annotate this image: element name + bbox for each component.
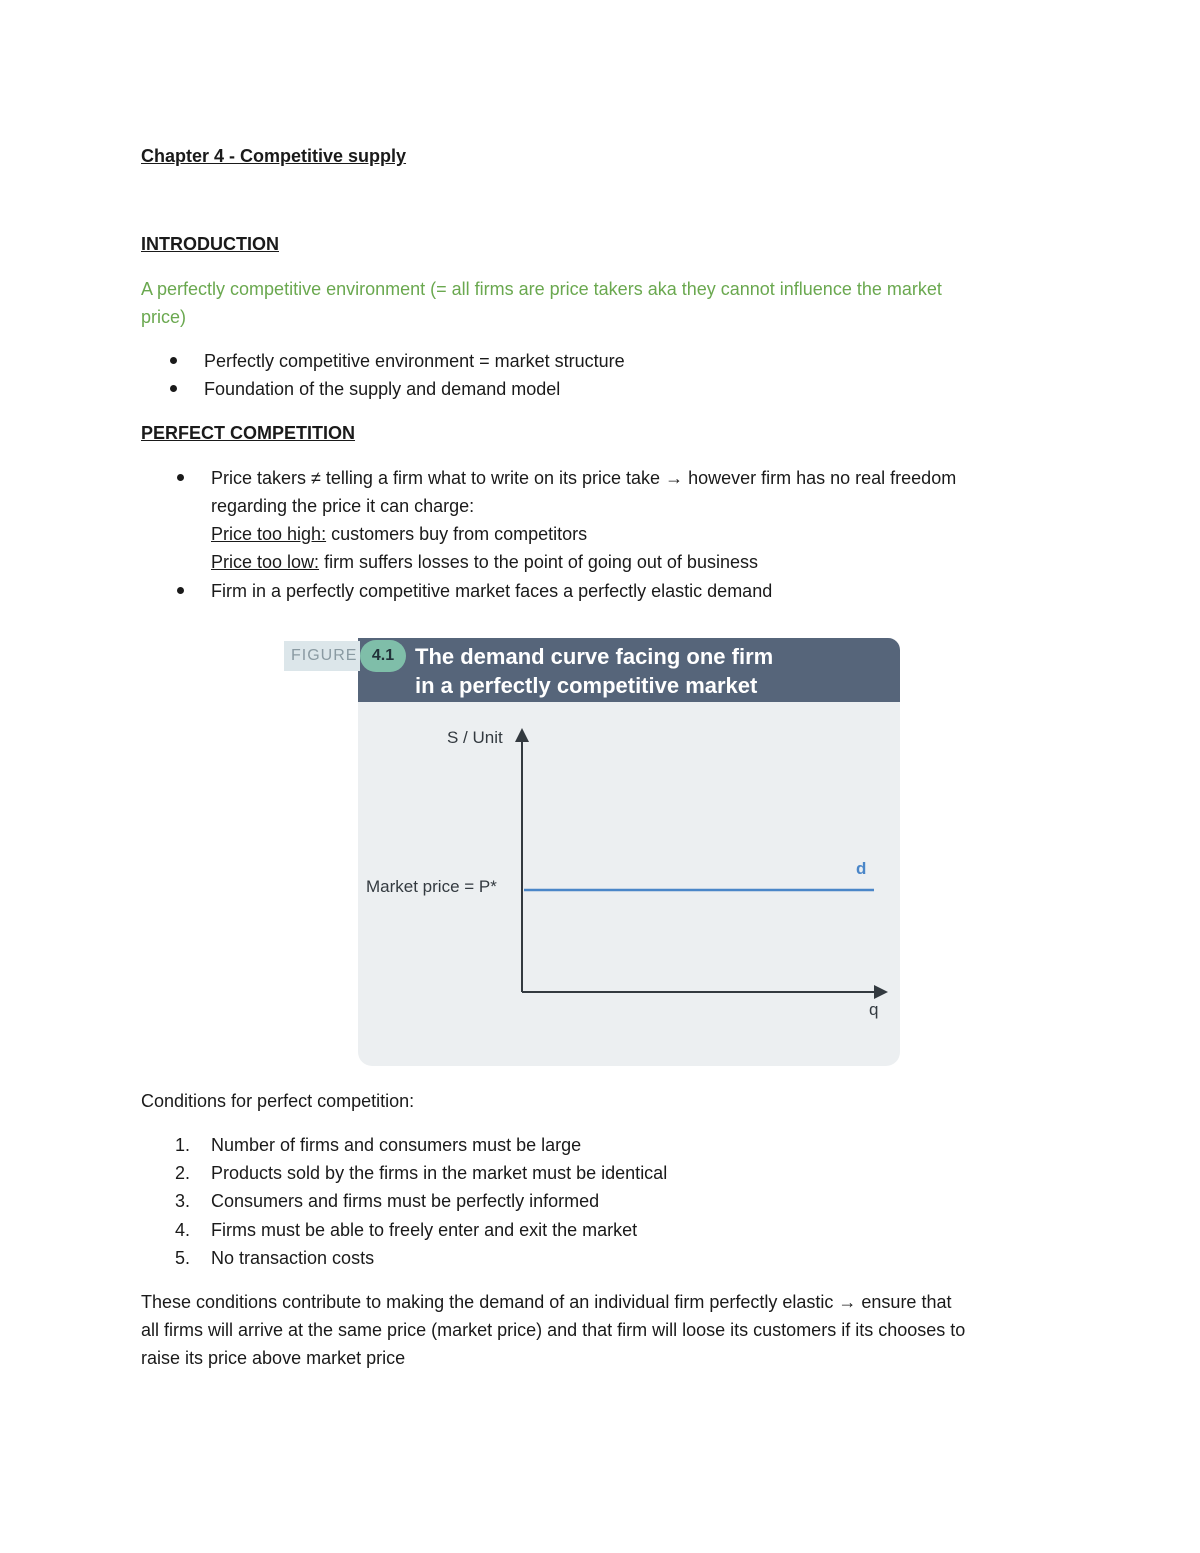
figure-number-badge: 4.1	[360, 640, 406, 672]
bullet-icon	[170, 357, 177, 364]
intro-definition-line1: A perfectly competitive environment (= all firms are price takers aka they cannot influence the market	[141, 279, 942, 299]
list-number: 3.	[175, 1191, 191, 1211]
figure-title	[415, 642, 885, 700]
intro-definition-line2: price)	[141, 307, 187, 327]
price-too-low-label: Price too low:	[211, 552, 320, 572]
list-number: 2.	[175, 1163, 191, 1183]
conclusion-line3: raise its price above market price	[141, 1348, 406, 1368]
price-too-low-text: firm suffers losses to the point of going out of business	[324, 552, 758, 572]
figure-label: FIGURE	[284, 641, 360, 671]
list-item: Firms must be able to freely enter and exit the market	[211, 1220, 638, 1240]
price-too-high-text: customers buy from competitors	[331, 524, 588, 544]
list-item: No transaction costs	[211, 1248, 375, 1268]
y-axis-label: S / Unit	[447, 728, 503, 747]
pc-bullet-1-line1	[211, 464, 956, 492]
list-item: Number of firms and consumers must be large	[211, 1135, 582, 1155]
price-too-high-label: Price too high:	[211, 524, 327, 544]
intro-heading: INTRODUCTION	[141, 234, 279, 254]
list-number: 5.	[175, 1248, 191, 1268]
x-axis-label: q	[869, 1000, 879, 1019]
figure-panel	[358, 702, 900, 1066]
conclusion-line1	[141, 1288, 951, 1316]
conclusion-line1a: These conditions contribute to making the demand of an individual firm perfectly elastic	[141, 1292, 834, 1312]
list-item: Products sold by the firms in the market must be identical	[211, 1163, 668, 1183]
conditions-intro: Conditions for perfect competition:	[141, 1091, 415, 1111]
perfect-competition-heading: PERFECT COMPETITION	[141, 423, 356, 443]
intro-bullet-2: Foundation of the supply and demand model	[204, 379, 561, 399]
list-number: 4.	[175, 1220, 191, 1240]
right-arrow-icon: →	[838, 1292, 857, 1312]
bullet-icon	[177, 474, 184, 481]
figure-title-line1: The demand curve facing one firm	[415, 644, 774, 669]
pc-bullet-1-cont: however firm has no real freedom	[688, 468, 957, 488]
price-too-high-line	[211, 520, 587, 548]
bullet-icon	[170, 385, 177, 392]
price-too-low-line	[211, 548, 758, 576]
x-axis-arrow-icon	[874, 985, 888, 999]
y-axis-arrow-icon	[515, 728, 529, 742]
figure-title-line2: in a perfectly competitive market	[415, 673, 758, 698]
bullet-icon	[177, 587, 184, 594]
intro-bullet-1: Perfectly competitive environment = market structure	[204, 351, 625, 371]
figure-4-1	[284, 638, 900, 1066]
right-arrow-icon: →	[665, 468, 684, 488]
conclusion-line1b: ensure that	[861, 1292, 952, 1312]
curve-label-d: d	[856, 859, 867, 878]
pc-bullet-1-text: Price takers ≠ telling a firm what to write on its price take	[211, 468, 661, 488]
market-price-label: Market price = P*	[366, 877, 497, 896]
pc-bullet-1-line2: regarding the price it can charge:	[211, 496, 475, 516]
list-item: Consumers and firms must be perfectly informed	[211, 1191, 600, 1211]
conclusion-line2: all firms will arrive at the same price (market price) and that firm will loose its customers if its chooses to	[141, 1320, 966, 1340]
chapter-title: Chapter 4 - Competitive supply	[141, 146, 407, 166]
list-number: 1.	[175, 1135, 191, 1155]
pc-bullet-2: Firm in a perfectly competitive market faces a perfectly elastic demand	[211, 581, 773, 601]
